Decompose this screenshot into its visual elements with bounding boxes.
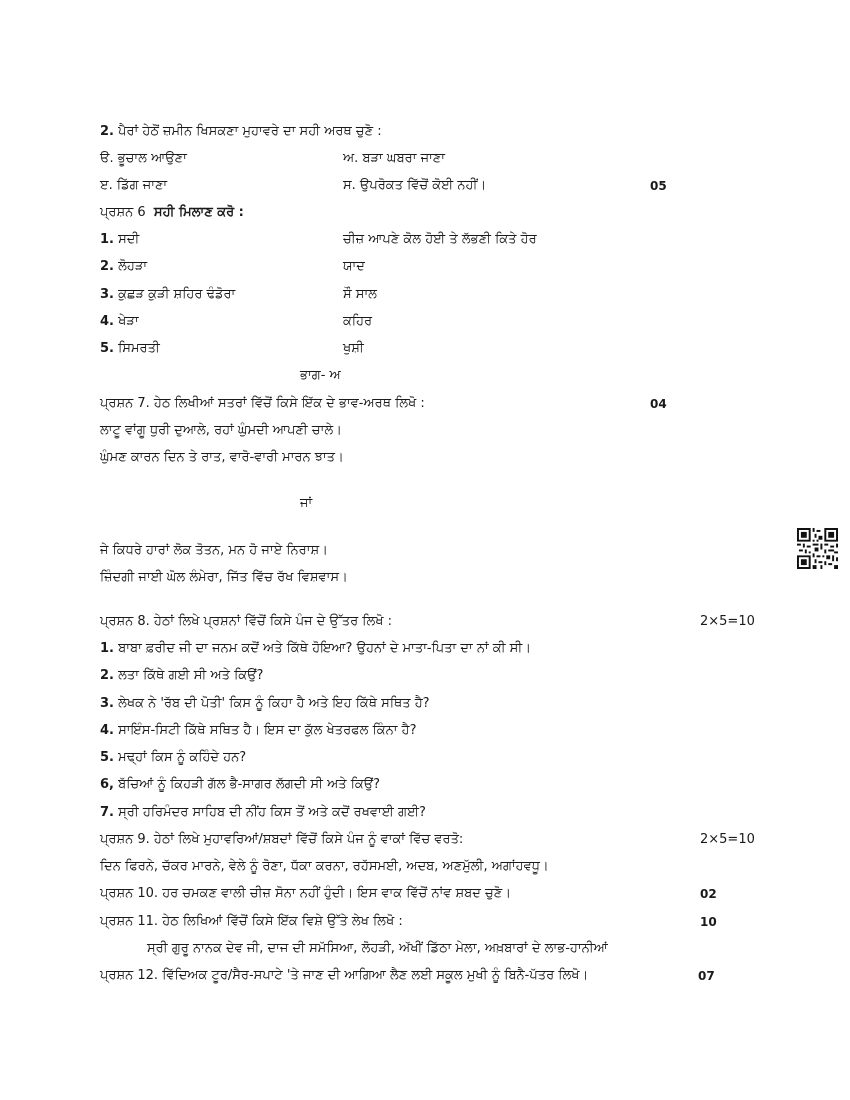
q6-right-item: ਖੁਸ਼ੀ bbox=[343, 341, 364, 356]
q7-marks: 04 bbox=[650, 397, 667, 411]
q7-label: ਪ੍ਰਸ਼ਨ 7. bbox=[100, 396, 150, 411]
q9-word-list: ਦਿਨ ਫਿਰਨੇ, ਚੱਕਰ ਮਾਰਨੇ, ਵੇਲੇ ਨੂੰ ਰੋਣਾ, ਧੱਕਾ ਕਰਨਾ, ਰਹੱਸਮਈ, ਅਦਬ, ਅਣਮੁੱਲੀ, ਅਗਾਂਹਵਧੂ। bbox=[100, 859, 549, 874]
q7-or: ਜਾਂ bbox=[300, 496, 313, 511]
q11-topics: ਸ੍ਰੀ ਗੁਰੂ ਨਾਨਕ ਦੇਵ ਜੀ, ਦਾਜ ਦੀ ਸਮੱਸਿਆ, ਲੋਹੜੀ, ਅੱਖੀਂ ਡਿੱਠਾ ਮੇਲਾ, ਅਖ਼ਬਾਰਾਂ ਦੇ ਲਾਭ-ਹਾਨੀਆਂ bbox=[147, 941, 608, 956]
q10-label: ਪ੍ਰਸ਼ਨ 10. bbox=[100, 886, 159, 901]
q8-text: ਹੇਠਾਂ ਲਿਖੇ ਪ੍ਰਸ਼ਨਾਂ ਵਿੱਚੋਂ ਕਿਸੇ ਪੰਜ ਦੇ ਉੱਤਰ ਲਿਖੋ : bbox=[153, 614, 393, 629]
q6-text: ਸਹੀ ਮਿਲਾਣ ਕਰੋ : bbox=[153, 205, 244, 220]
q8-item: 4. ਸਾਇੰਸ-ਸਿਟੀ ਕਿੱਥੇ ਸਥਿਤ ਹੈ। ਇਸ ਦਾ ਕੁੱਲ ਖੇਤਰਫਲ ਕਿੰਨਾ ਹੈ? bbox=[100, 723, 417, 738]
q6-left-item: 3. ਕੁਛੜ ਕੁੜੀ ਸ਼ਹਿਰ ਢੰਡੋਰਾ bbox=[100, 287, 236, 302]
q9-prompt bbox=[100, 832, 463, 848]
q7-stanza2-line: ਜ਼ਿੰਦਗੀ ਜਾਈ ਘੋਲ ਲੰਮੇਰਾ, ਜਿੱਤ ਵਿੱਚ ਰੱਖ ਵਿਸ਼ਵਾਸ। bbox=[100, 570, 348, 585]
q6-left-item: 2. ਲੋਹੜਾ bbox=[100, 259, 148, 274]
q7-text: ਹੇਠ ਲਿਖੀਆਂ ਸਤਰਾਂ ਵਿੱਚੋਂ ਕਿਸੇ ਇੱਕ ਦੇ ਭਾਵ-ਅਰਥ ਲਿਖੋ : bbox=[153, 396, 425, 411]
q8-marks: 2×5=10 bbox=[700, 614, 755, 629]
q8-item: 3. ਲੇਖਕ ਨੇ 'ਰੱਬ ਦੀ ਪੋਤੀ' ਕਿਸ ਨੂੰ ਕਿਹਾ ਹੈ ਅਤੇ ਇਹ ਕਿੱਥੇ ਸਥਿਤ ਹੈ? bbox=[100, 696, 430, 711]
q2-prompt bbox=[100, 124, 382, 140]
section-heading: ਭਾਗ- ਅ bbox=[300, 368, 341, 383]
q6-prompt bbox=[100, 205, 244, 221]
q7-stanza1-line: ਘੁੰਮਣ ਕਾਰਨ ਦਿਨ ਤੇ ਰਾਤ, ਵਾਰੋ-ਵਾਰੀ ਮਾਰਨ ਝਾਤ। bbox=[100, 450, 344, 465]
q2-option-c: ੲ. ਡਿੱਗ ਜਾਣਾ bbox=[100, 178, 168, 193]
q6-right-item: ਸੌ ਸਾਲ bbox=[343, 287, 377, 302]
q9-text: ਹੇਠਾਂ ਲਿਖੇ ਮੁਹਾਵਰਿਆਂ/ਸ਼ਬਦਾਂ ਵਿੱਚੋਂ ਕਿਸੇ ਪੰਜ ਨੂੰ ਵਾਕਾਂ ਵਿੱਚ ਵਰਤੋ: bbox=[153, 832, 464, 847]
q8-item: 7. ਸ੍ਰੀ ਹਰਿਮੰਦਰ ਸਾਹਿਬ ਦੀ ਨੀਂਹ ਕਿਸ ਤੋਂ ਅਤੇ ਕਦੋਂ ਰਖਵਾਈ ਗਈ? bbox=[100, 805, 426, 820]
q11-marks: 10 bbox=[700, 915, 717, 929]
q9-label: ਪ੍ਰਸ਼ਨ 9. bbox=[100, 832, 150, 847]
q6-right-item: ਕਹਿਰ bbox=[343, 314, 373, 329]
q6-right-item: ਚੀਜ਼ ਆਪਣੇ ਕੋਲ ਹੋਈ ਤੇ ਲੱਭਣੀ ਕਿਤੇ ਹੋਰ bbox=[343, 232, 537, 247]
q12-marks: 07 bbox=[698, 969, 715, 983]
q12-label: ਪ੍ਰਸ਼ਨ 12. bbox=[100, 968, 159, 983]
q6-label: ਪ੍ਰਸ਼ਨ 6 bbox=[100, 205, 146, 220]
q2-number: 2. bbox=[100, 124, 114, 139]
q2-marks: 05 bbox=[650, 179, 667, 193]
q8-item: 2. ਲਤਾ ਕਿੱਥੇ ਗਈ ਸੀ ਅਤੇ ਕਿਉਂ? bbox=[100, 668, 264, 683]
q2-text: ਪੈਰਾਂ ਹੇਠੋਂ ਜ਼ਮੀਨ ਖਿਸਕਣਾ ਮੁਹਾਵਰੇ ਦਾ ਸਹੀ ਅਰਥ ਚੁਣੋ : bbox=[118, 124, 382, 139]
q9-marks: 2×5=10 bbox=[700, 832, 755, 847]
q8-item: 5. ਮਢ੍ਹਾਂ ਕਿਸ ਨੂੰ ਕਹਿੰਦੇ ਹਨ? bbox=[100, 750, 247, 765]
q7-stanza2-line: ਜੇ ਕਿਧਰੇ ਹਾਰਾਂ ਲੋਕ ਤੋਤਨ, ਮਨ ਹੋ ਜਾਏ ਨਿਰਾਸ਼। bbox=[100, 543, 328, 558]
q8-prompt bbox=[100, 614, 392, 630]
q8-item: 6, ਬੱਚਿਆਂ ਨੂੰ ਕਿਹੜੀ ਗੱਲ ਭੈ-ਸਾਗਰ ਲੱਗਦੀ ਸੀ ਅਤੇ ਕਿਉਂ? bbox=[100, 777, 381, 792]
q7-stanza1-line: ਲਾਟੂ ਵਾਂਗੂ ਧੁਰੀ ਦੁਆਲੇ, ਰਹਾਂ ਘੁੰਮਦੀ ਆਪਣੀ ਚਾਲੇ। bbox=[100, 423, 342, 438]
qr-code bbox=[797, 528, 838, 569]
q6-left-item: 4. ਖੇੜਾ bbox=[100, 314, 139, 329]
q10-prompt bbox=[100, 886, 511, 902]
q10-text: ਹਰ ਚਮਕਣ ਵਾਲੀ ਚੀਜ਼ ਸੋਨਾ ਨਹੀਂ ਹੁੰਦੀ। ਇਸ ਵਾਕ ਵਿੱਚੋਂ ਨਾਂਵ ਸ਼ਬਦ ਚੁਣੋ। bbox=[162, 886, 512, 901]
q6-left-item: 1. ਸਦੀ bbox=[100, 232, 140, 247]
q10-marks: 02 bbox=[700, 887, 717, 901]
q8-label: ਪ੍ਰਸ਼ਨ 8. bbox=[100, 614, 150, 629]
q6-right-item: ਯਾਦ bbox=[343, 259, 365, 274]
q11-text: ਹੇਠ ਲਿਖਿਆਂ ਵਿੱਚੋਂ ਕਿਸੇ ਇੱਕ ਵਿਸ਼ੇ ਉੱਤੇ ਲੇਖ ਲਿਖੋ : bbox=[162, 914, 403, 929]
q6-left-item: 5. ਸਿਮਰਤੀ bbox=[100, 341, 160, 356]
q12-prompt bbox=[100, 968, 588, 984]
q11-prompt bbox=[100, 914, 403, 930]
q2-option-b: ਅ. ਬੜਾ ਘਬਰਾ ਜਾਣਾ bbox=[343, 151, 445, 166]
q11-label: ਪ੍ਰਸ਼ਨ 11. bbox=[100, 914, 159, 929]
q2-option-d: ਸ. ਉਪਰੋਕਤ ਵਿੱਚੋਂ ਕੋਈ ਨਹੀਂ। bbox=[343, 178, 487, 193]
q8-item: 1. ਬਾਬਾ ਫ਼ਰੀਦ ਜੀ ਦਾ ਜਨਮ ਕਦੋਂ ਅਤੇ ਕਿੱਥੇ ਹੋਇਆ? ਉਹਨਾਂ ਦੇ ਮਾਤਾ-ਪਿਤਾ ਦਾ ਨਾਂ ਕੀ ਸੀ। bbox=[100, 641, 532, 656]
q2-option-a: ੳ. ਭੂਚਾਲ ਆਉਣਾ bbox=[100, 151, 187, 166]
q12-text: ਵਿੱਦਿਅਕ ਟੂਰ/ਸੈਰ-ਸਪਾਟੇ 'ਤੇ ਜਾਣ ਦੀ ਆਗਿਆ ਲੈਣ ਲਈ ਸਕੂਲ ਮੁਖੀ ਨੂੰ ਬਿਨੈ-ਪੱਤਰ ਲਿਖੋ। bbox=[162, 968, 589, 983]
q7-prompt bbox=[100, 396, 425, 412]
